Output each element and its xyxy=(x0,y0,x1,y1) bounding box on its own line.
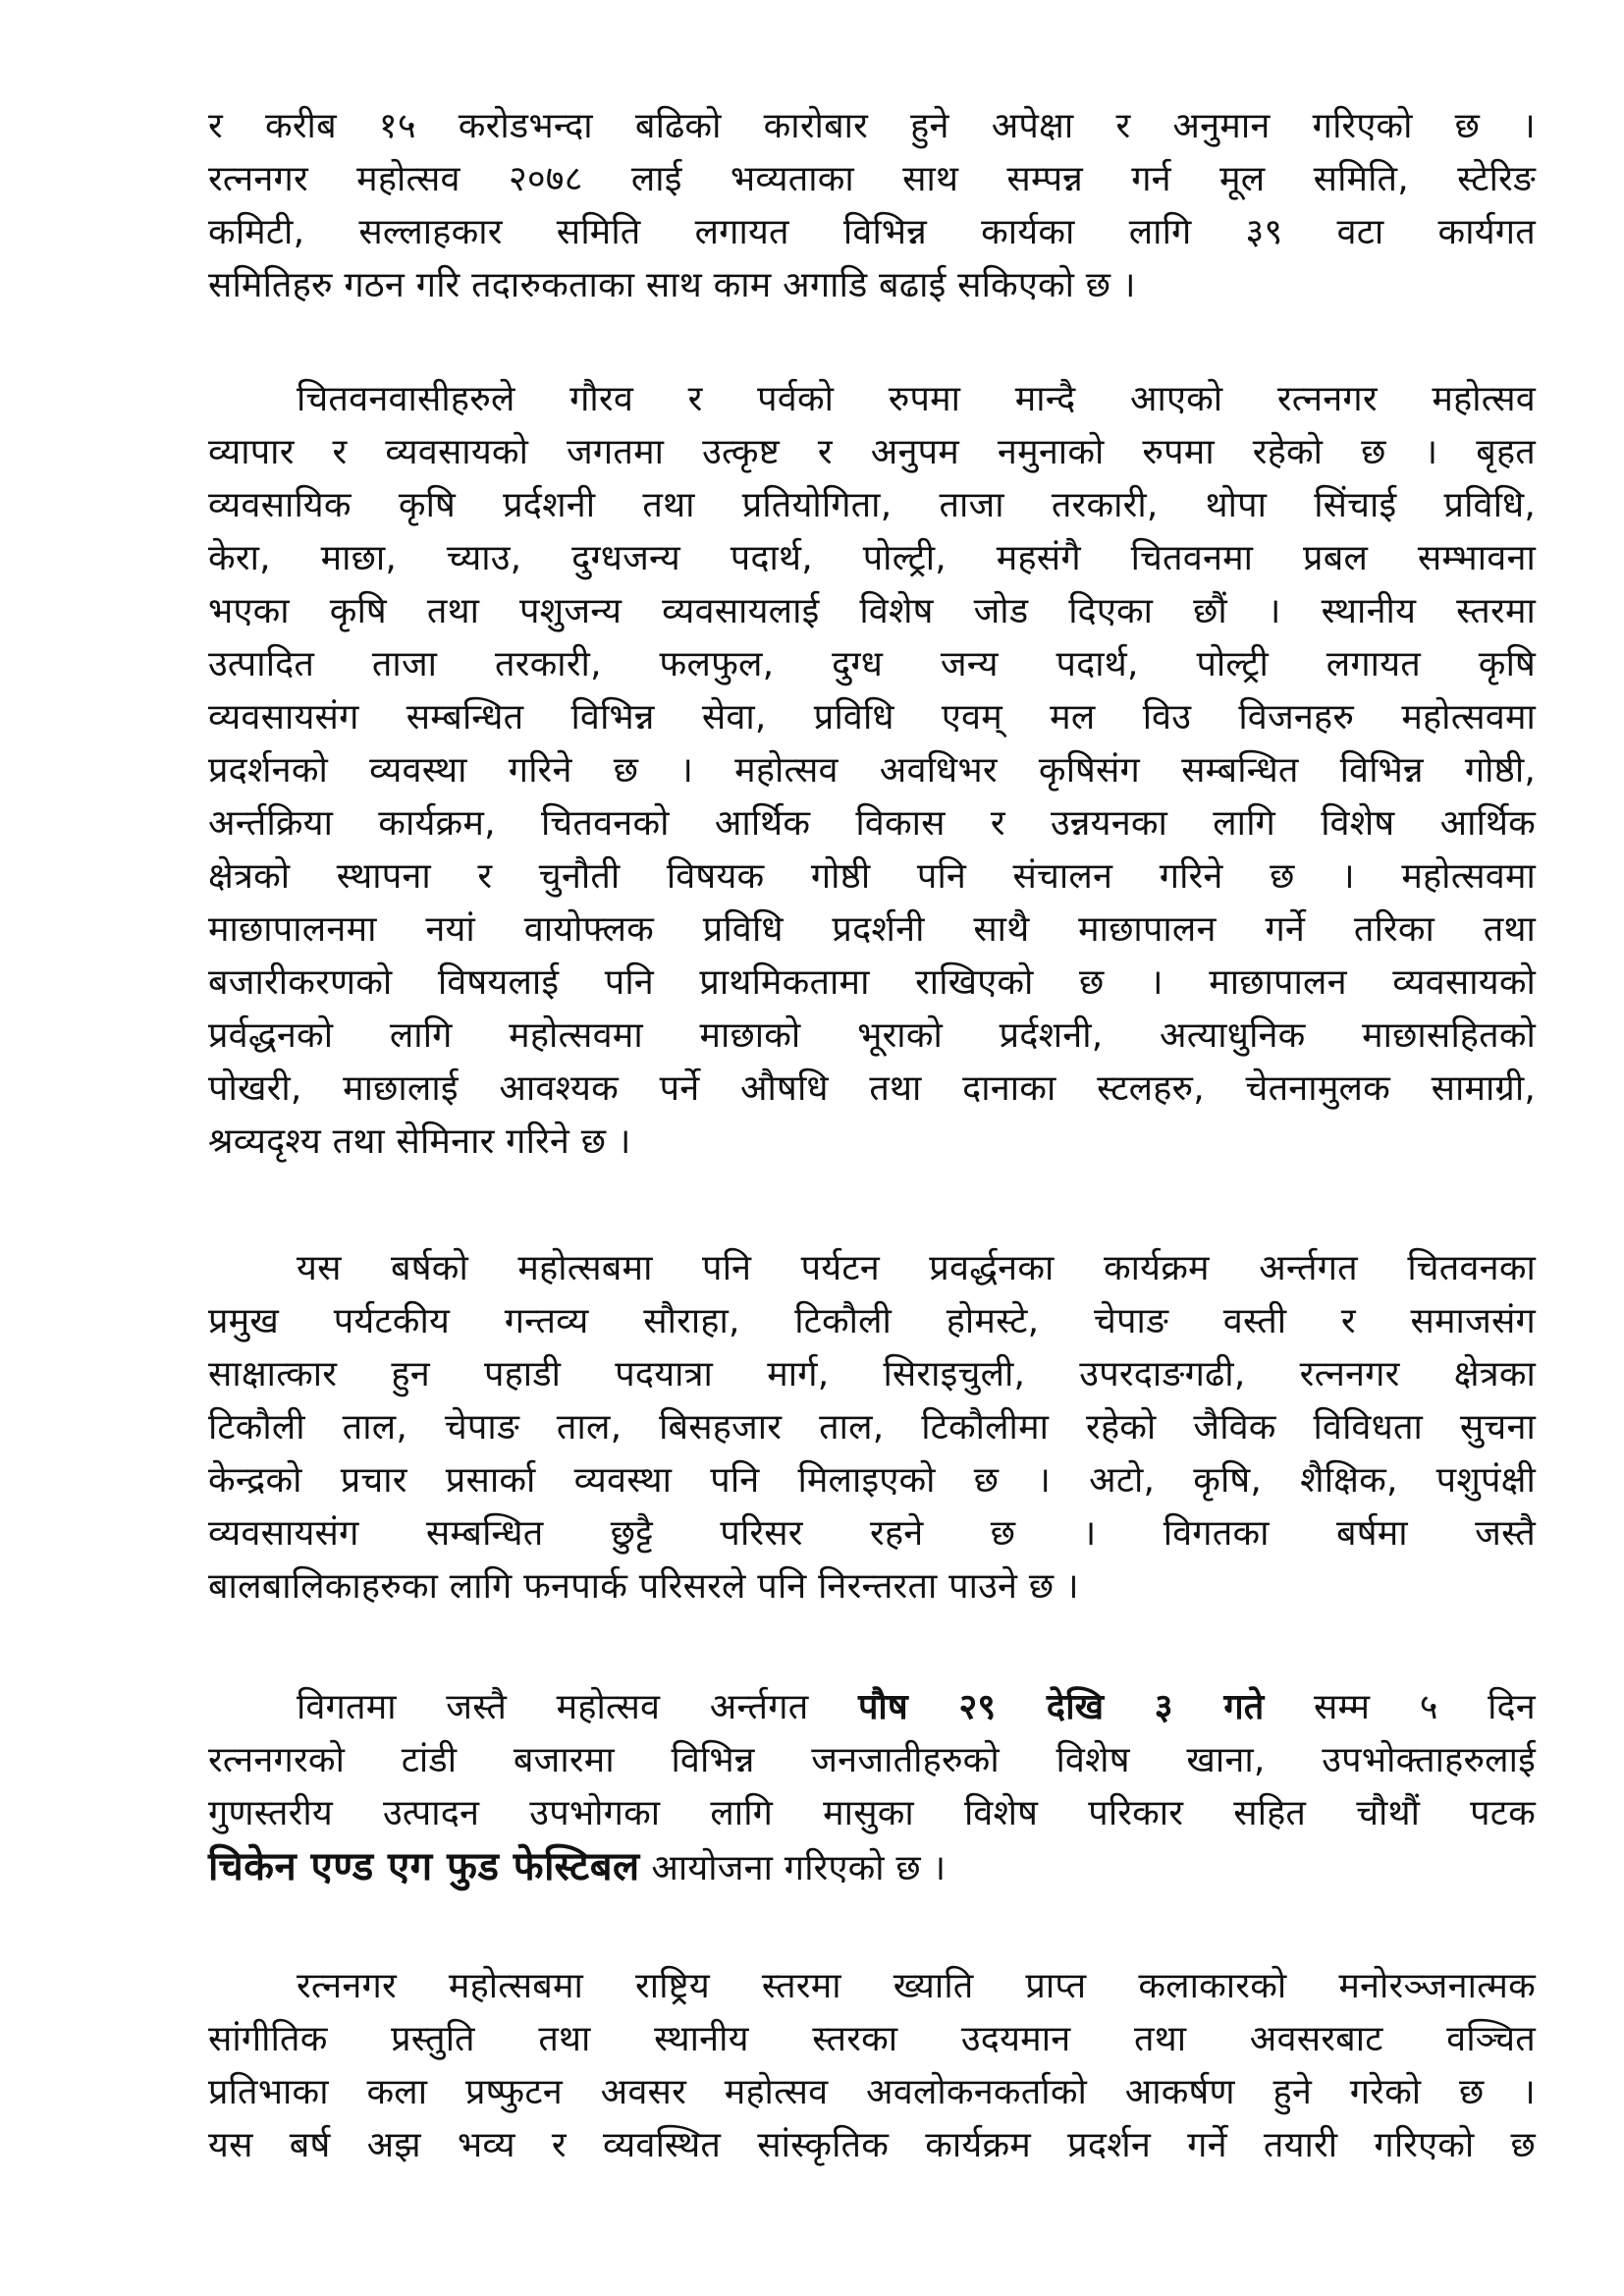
text-line: र करीब १५ करोडभन्दा बढिको कारोबार हुने अपेक्षा र अनुमान गरिएको छ । xyxy=(208,106,1536,146)
text-line: अर्न्तक्रिया कार्यक्रम, चितवनको आर्थिक विकास र उन्नयनका लागि विशेष आर्थिक xyxy=(208,803,1536,844)
text-line: यस बर्षको महोत्सबमा पनि पर्यटन प्रवर्द्धनका कार्यक्रम अर्न्तगत चितवनका xyxy=(297,1248,1536,1288)
text-line: टिकौली ताल, चेपाङ ताल, बिसहजार ताल, टिकौलीमा रहेको जैविक विविधता सुचना xyxy=(208,1407,1536,1448)
text-line: गुणस्तरीय उत्पादन उपभोगका लागि मासुका विशेष परिकार सहित चौथौं पटक xyxy=(208,1793,1536,1833)
text-line: बजारीकरणको विषयलाई पनि प्राथमिकतामा राखिएको छ । माछापालन व्यवसायको xyxy=(208,962,1536,1003)
text-line: सांगीतिक प्रस्तुति तथा स्थानीय स्तरका उदयमान तथा अवसरबाट वञ्चित xyxy=(208,2019,1536,2059)
text-line: प्रतिभाका कला प्रष्फुटन अवसर महोत्सव अवलोकनकर्ताको आकर्षण हुने गरेको छ । xyxy=(208,2072,1536,2112)
text-line: कमिटी, सल्लाहकार समिति लगायत विभिन्न कार्यका लागि ३९ वटा कार्यगत xyxy=(208,212,1536,252)
text-line: प्रदर्शनको व्यवस्था गरिने छ । महोत्सव अवधिभर कृषिसंग सम्बन्धित विभिन्न गोष्ठी, xyxy=(208,750,1536,791)
festival-name-highlight: चिकेन एण्ड एग फुड फेस्टिबल xyxy=(208,1844,640,1889)
text-line: रत्ननगर महोत्सव २०७८ लाई भव्यताका साथ सम्पन्न गर्न मूल समिति, स्टेरिङ xyxy=(208,159,1536,199)
text-line: माछापालनमा नयां वायोफ्लक प्रविधि प्रदर्शनी साथै माछापालन गर्ने तरिका तथा xyxy=(208,909,1536,950)
festival-dates-highlight: पौष २९ देखि ३ गते xyxy=(857,1687,1265,1727)
text-line: साक्षात्कार हुन पहाडी पदयात्रा मार्ग, सिराइचुली, उपरदाङगढी, रत्ननगर क्षेत्रका xyxy=(208,1354,1536,1394)
text-line: चितवनवासीहरुले गौरव र पर्वको रुपमा मान्दै आएको रत्ननगर महोत्सव xyxy=(297,379,1536,419)
text-line: व्यवसायिक कृषि प्रर्दशनी तथा प्रतियोगिता, ताजा तरकारी, थोपा सिंचाई प्रविधि, xyxy=(208,485,1536,525)
text-line: व्यवसायसंग सम्बन्धित विभिन्न सेवा, प्रविधि एवम् मल विउ विजनहरु महोत्सवमा xyxy=(208,697,1536,738)
text-line: पोखरी, माछालाई आवश्यक पर्ने औषधि तथा दानाका स्टलहरु, चेतनामुलक सामाग्री, xyxy=(208,1068,1536,1109)
paragraph-1 xyxy=(208,100,1536,312)
paragraph-5 xyxy=(208,1960,1536,2172)
text-line: रत्ननगर महोत्सबमा राष्ट्रिय स्तरमा ख्याति प्राप्त कलाकारको मनोरञ्जनात्मक xyxy=(297,1966,1536,2006)
text-run: आयोजना गरिएको छ । xyxy=(651,1848,947,1888)
text-line xyxy=(208,1681,1536,1734)
paragraph-2 xyxy=(208,373,1536,1169)
text-run: सम्म ५ दिन xyxy=(1314,1687,1536,1727)
text-line: उत्पादित ताजा तरकारी, फलफुल, दुग्ध जन्य पदार्थ, पोल्ट्री लगायत कृषि xyxy=(208,644,1536,684)
text-run: विगतमा जस्तै महोत्सव अर्न्तगत xyxy=(297,1687,809,1727)
text-line: केरा, माछा, च्याउ, दुग्धजन्य पदार्थ, पोल्ट्री, महसंगै चितवनमा प्रबल सम्भावना xyxy=(208,538,1536,578)
text-line: श्रव्यदृश्य तथा सेमिनार गरिने छ । xyxy=(208,1121,631,1162)
text-line: यस बर्ष अझ भव्य र व्यवस्थित सांस्कृतिक कार्यक्रम प्रदर्शन गर्ने तयारी गरिएको छ xyxy=(208,2125,1536,2165)
text-line: रत्ननगरको टांडी बजारमा विभिन्न जनजातीहरुको विशेष खाना, उपभोक्ताहरुलाई xyxy=(208,1740,1536,1780)
text-line: प्रमुख पर्यटकीय गन्तव्य सौराहा, टिकौली होमस्टे, चेपाङ वस्ती र समाजसंग xyxy=(208,1301,1536,1341)
text-line: बालबालिकाहरुका लागि फनपार्क परिसरले पनि निरन्तरता पाउने छ । xyxy=(208,1566,1079,1607)
paragraph-3 xyxy=(208,1242,1536,1613)
text-line: व्यवसायसंग सम्बन्धित छुट्टै परिसर रहने छ । विगतका बर्षमा जस्तै xyxy=(208,1513,1536,1554)
text-line: व्यापार र व्यवसायको जगतमा उत्कृष्ट र अनुपम नमुनाको रुपमा रहेको छ । बृहत xyxy=(208,432,1536,472)
paragraph-4 xyxy=(208,1681,1536,1893)
text-line xyxy=(208,1840,1536,1893)
text-line: समितिहरु गठन गरि तदारुकताका साथ काम अगाडि बढाई सकिएको छ । xyxy=(208,265,1136,305)
text-line: प्रर्वद्धनको लागि महोत्सवमा माछाको भूराको प्रर्दशनी, अत्याधुनिक माछासहितको xyxy=(208,1015,1536,1056)
text-line: भएका कृषि तथा पशुजन्य व्यवसायलाई विशेष जोड दिएका छौं । स्थानीय स्तरमा xyxy=(208,591,1536,631)
text-line: क्षेत्रको स्थापना र चुनौती विषयक गोष्ठी पनि संचालन गरिने छ । महोत्सवमा xyxy=(208,856,1536,897)
text-line: केन्द्रको प्रचार प्रसार्का व्यवस्था पनि मिलाइएको छ । अटो, कृषि, शैक्षिक, पशुपंक्षी xyxy=(208,1460,1536,1501)
